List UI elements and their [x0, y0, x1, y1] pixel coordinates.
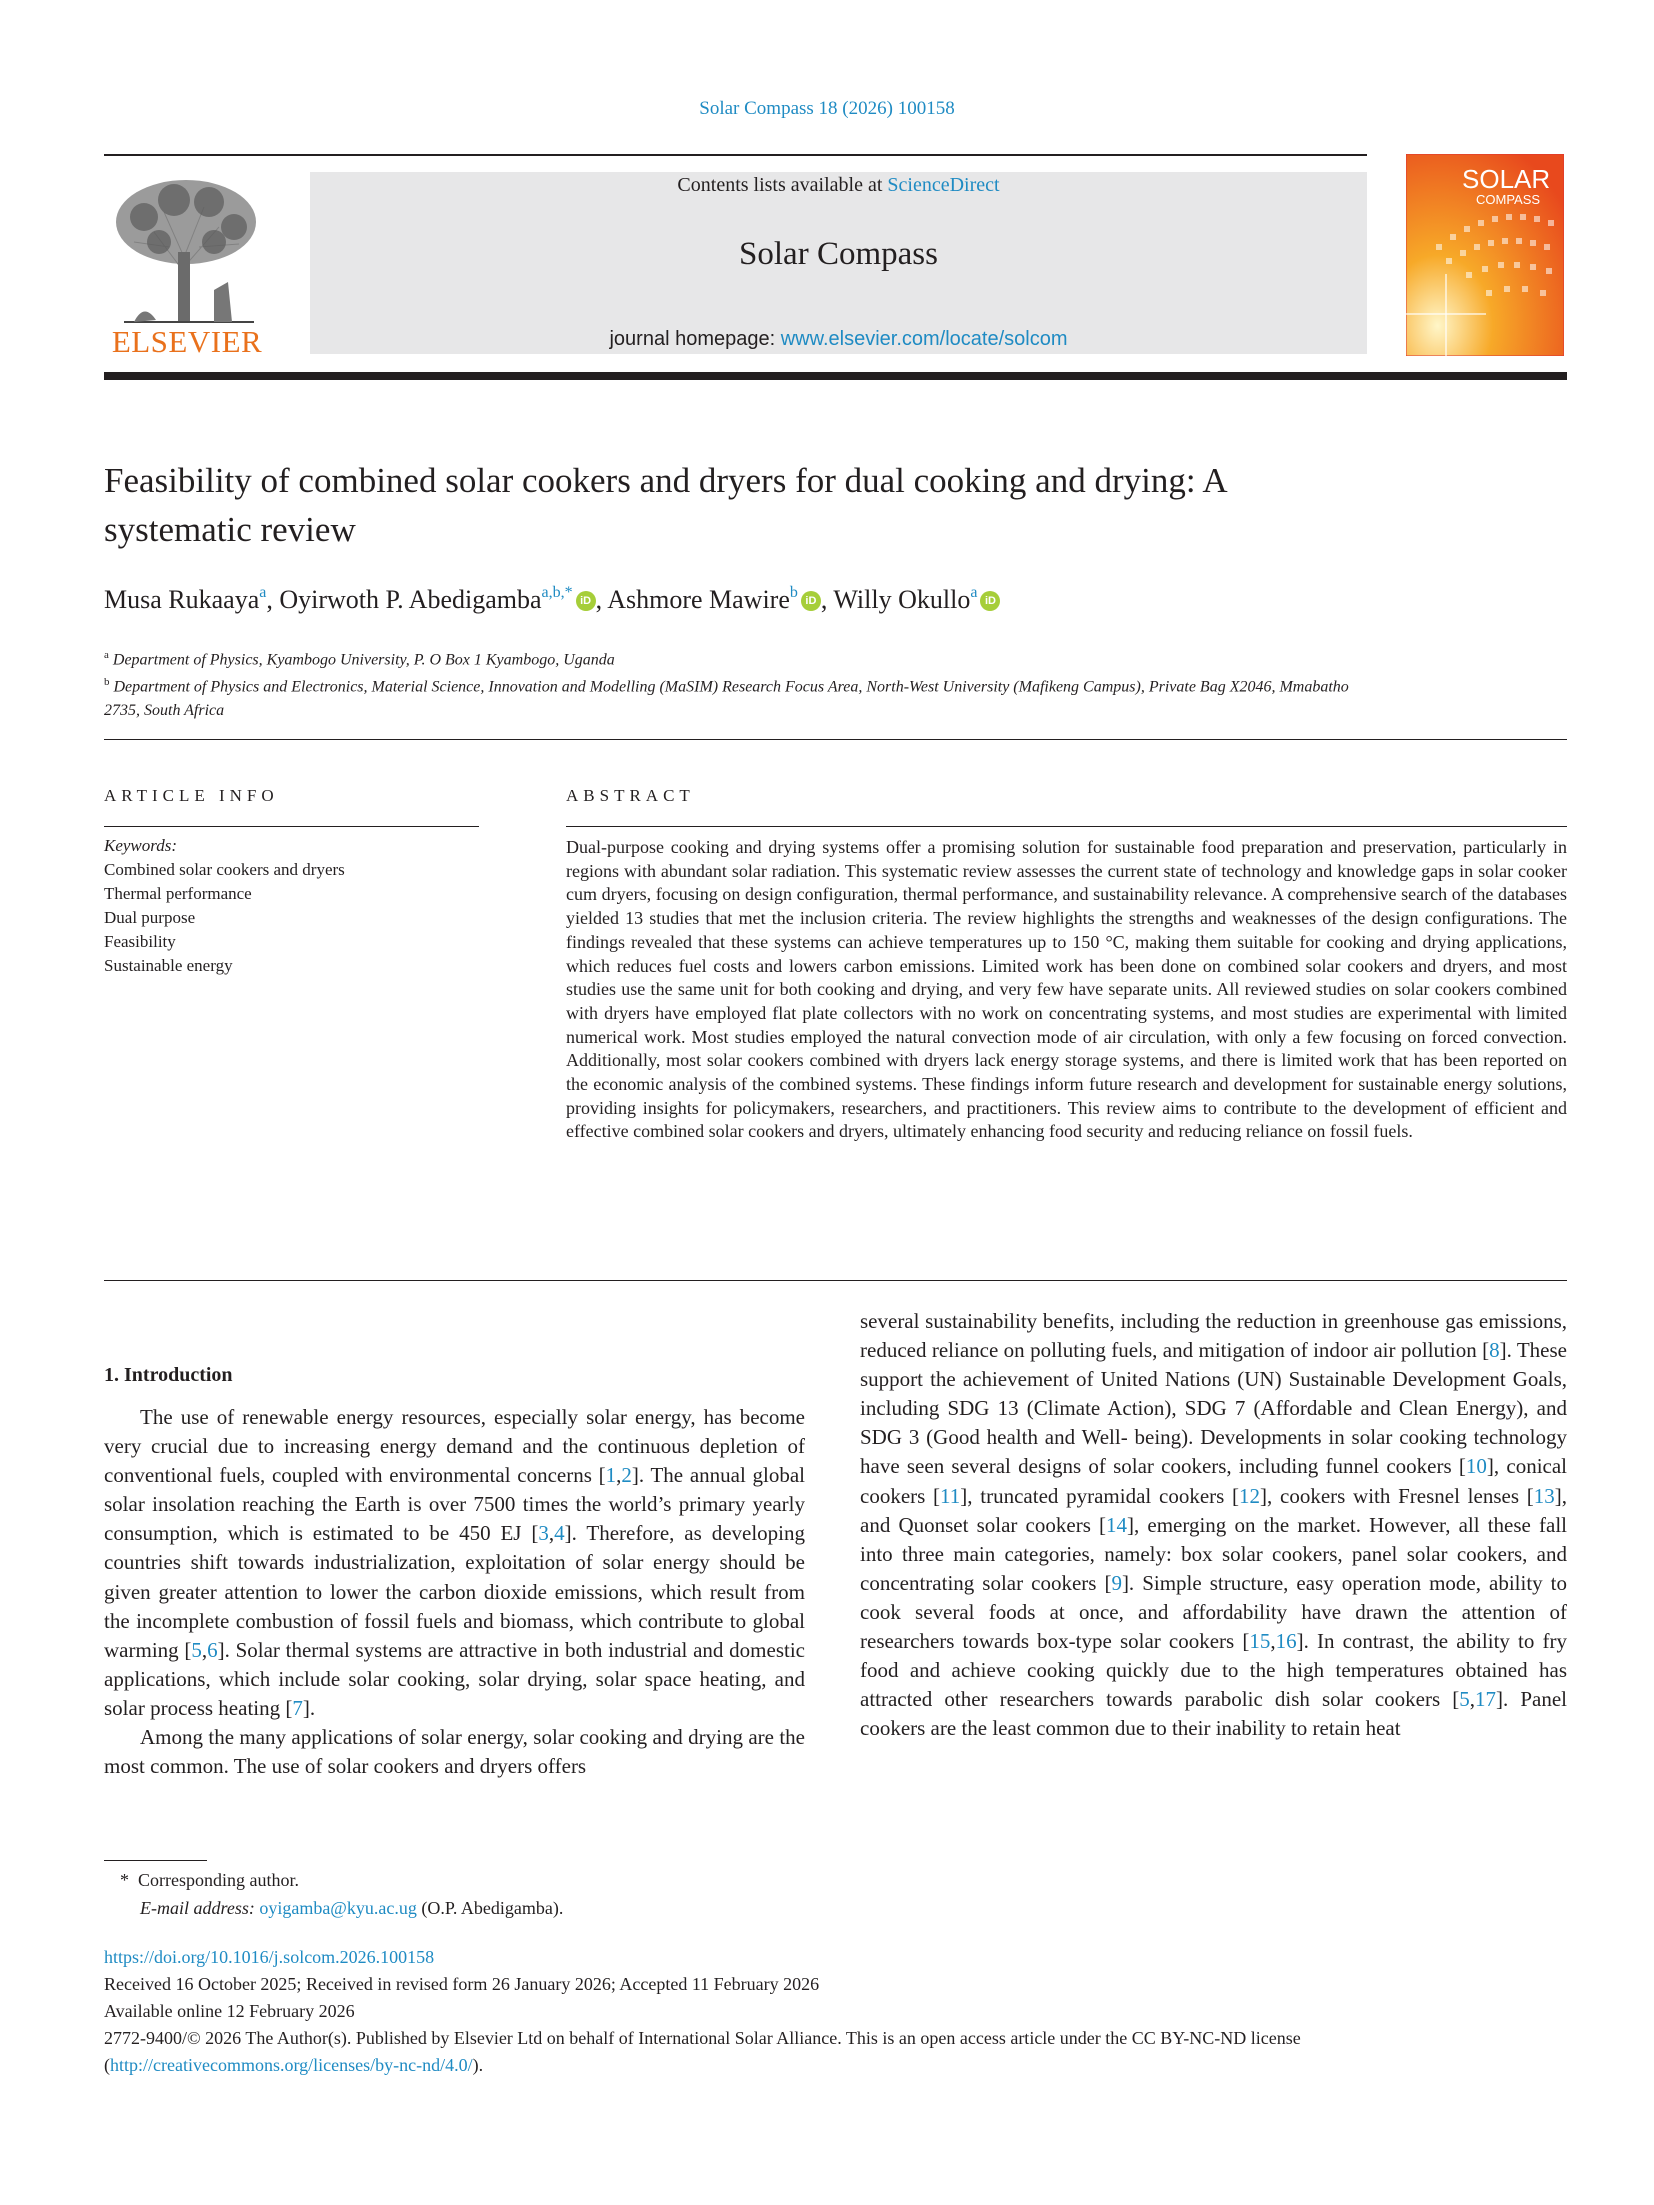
license-url-line: (http://creativecommons.org/licenses/by-nc-nd/4.0/).: [104, 2055, 484, 2075]
body-column-right: [860, 1307, 1567, 1743]
received-dates: Received 16 October 2025; Received in revised form 26 January 2026; Accepted 11 February 2026: [104, 1974, 820, 1994]
article-info-rule: [104, 826, 479, 827]
homepage-prefix: journal homepage:: [609, 328, 781, 350]
author-name[interactable]: Willy Okullo: [833, 585, 971, 614]
author-affiliation-mark[interactable]: a: [970, 584, 978, 601]
email-note: [120, 1894, 820, 1922]
affiliation-a: [104, 644, 1374, 671]
citation-link[interactable]: 15: [1249, 1629, 1271, 1654]
corresponding-text: Corresponding author.: [138, 1870, 299, 1890]
citation-link[interactable]: 7: [292, 1695, 303, 1720]
header-rule: [104, 154, 1367, 156]
citation-link[interactable]: 6: [207, 1637, 218, 1662]
footnote: [120, 1866, 820, 1922]
abstract-text: Dual-purpose cooking and drying systems offer a promising solution for sustainable food preparation and preservation, particularly in regions with abundant solar radiation. This systematic review assesses the current state of technology and knowledge gaps in solar cooker cum dryers, focusing on design configuration, thermal performance, and sustainability relevance. A comprehensive search of the databases yielded 13 studies that met the inclusion criteria. The review highlights the strengths and weaknesses of the design configurations. The findings revealed that these systems can achieve temperatures up to 150 °C, making them suitable for cooking and drying applications, which reduces fuel costs and lowers carbon emissions. Limited work has been done on combined solar cookers and dryers, and most studies use the same unit for both cooking and drying, and very few have separate units. All reviewed studies on solar cookers combined with dryers have employed flat plate collectors with no work on concentrating systems, and most studies are experimental with limited numerical work. Most studies employed the natural convection mode of air circulation, with only a few focusing on forced convection. Additionally, most solar cookers combined with dryers lack energy storage systems, and there is limited work that has been reported on the economic analysis of the combined systems. These findings inform future research and development for sustainable energy solutions, providing insights for policymakers, researchers, and practitioners. This review aims to contribute to the development of efficient and effective combined solar cookers and dryers, ultimately enhancing food security and reducing reliance on fossil fuels.: [566, 837, 1567, 1142]
body-column-left: [104, 1403, 805, 1781]
citation-link[interactable]: 4: [554, 1521, 565, 1546]
introduction-heading: 1. Introduction: [104, 1364, 233, 1386]
author-list: Musa Rukaaya$^a$, Oyirwoth P. Abedigamba$^{a,b,*}$ iD , Ashmore Mawire$^b$ iD , Willy Okullo$^a$ iD: [104, 584, 1504, 615]
contents-prefix: Contents lists available at: [677, 174, 888, 196]
affiliations: [104, 644, 1374, 722]
keyword: Feasibility: [104, 932, 176, 951]
available-online: Available online 12 February 2026: [104, 2001, 355, 2021]
section-rule: [104, 739, 1567, 740]
citation-link[interactable]: 5: [191, 1637, 202, 1662]
footnote-rule: [104, 1860, 207, 1861]
keywords-label: Keywords:: [104, 836, 178, 855]
affiliation-text: Department of Physics and Electronics, Material Science, Innovation and Modelling (MaSIM) Research Focus Area, North-West University (Mafikeng Campus), Private Bag X2046, Mmabatho 2735, South Africa: [104, 678, 1349, 719]
keywords-list: [104, 834, 479, 978]
article-footer: [104, 1944, 1567, 2079]
citation-link[interactable]: 12: [1239, 1483, 1261, 1508]
sciencedirect-link[interactable]: ScienceDirect: [887, 174, 1000, 196]
author-affiliation-mark[interactable]: a: [259, 584, 267, 601]
elsevier-tree-logo: [104, 172, 270, 324]
intro-paragraph-2: Among the many applications of solar energy, solar cooking and drying are the most common. The use of solar cookers and dryers offers: [104, 1725, 805, 1779]
keyword: Thermal performance: [104, 884, 252, 903]
header-thick-rule: [104, 372, 1567, 380]
citation-link[interactable]: 14: [1106, 1512, 1127, 1537]
doi-link[interactable]: https://doi.org/10.1016/j.solcom.2026.100158: [104, 1947, 435, 1967]
citation-link[interactable]: 1: [605, 1463, 617, 1488]
license-statement: 2772-9400/© 2026 The Author(s). Published by Elsevier Ltd on behalf of International Solar Alliance. This is an open access article under the CC BY-NC-ND license: [104, 2028, 1301, 2048]
journal-name: Solar Compass: [739, 236, 938, 272]
abstract-rule: [566, 826, 1567, 827]
citation-link[interactable]: 11: [940, 1483, 961, 1508]
orcid-icon[interactable]: iD: [576, 591, 596, 611]
orcid-icon[interactable]: iD: [801, 591, 821, 611]
footnote-marker: *: [120, 1870, 129, 1890]
journal-reference[interactable]: Solar Compass 18 (2026) 100158: [699, 98, 955, 119]
corresponding-author-note: [120, 1866, 820, 1894]
citation-link[interactable]: 2: [621, 1463, 632, 1488]
author-affiliation-mark[interactable]: a,b,*: [541, 584, 573, 601]
email-label: E-mail address:: [140, 1898, 255, 1918]
abstract-bottom-rule: [104, 1280, 1567, 1281]
author-name[interactable]: Ashmore Mawire: [607, 585, 790, 614]
affiliation-b: [104, 671, 1374, 721]
journal-cover-image[interactable]: [1406, 154, 1564, 356]
citation-link[interactable]: 9: [1111, 1570, 1122, 1595]
abstract-heading: ABSTRACT: [566, 786, 695, 805]
affiliation-text: Department of Physics, Kyambogo University, P. O Box 1 Kyambogo, Uganda: [112, 651, 615, 669]
homepage-link[interactable]: www.elsevier.com/locate/solcom: [780, 328, 1068, 350]
author-affiliation-mark[interactable]: b: [789, 584, 798, 601]
keyword: Sustainable energy: [104, 956, 233, 975]
article-info-heading: ARTICLE INFO: [104, 786, 279, 805]
keyword: Combined solar cookers and dryers: [104, 860, 345, 879]
citation-link[interactable]: 5: [1459, 1687, 1470, 1712]
keyword: Dual purpose: [104, 908, 196, 927]
article-title: Feasibility of combined solar cookers and dryers for dual cooking and drying: A systematic review: [104, 461, 1226, 549]
affiliation-mark: a: [104, 649, 109, 661]
intro-paragraph-1: The use of renewable energy resources, especially solar energy, has become very crucial due to increasing energy demand and the continuous depletion of conventional fuels, coupled with environmental concerns [1,2]. The annual global solar insolation reaching the Earth is over 7500 times the world’s primary yearly consumption, which is estimated to be 450 EJ [3,4]. Therefore, as developing countries shift towards industrialization, exploitation of solar energy should be given greater attention to lower the carbon dioxide emissions, which result from the incomplete combustion of fossil fuels and biomass, which contribute to global warming [5,6]. Solar thermal systems are attractive in both industrial and domestic applications, which include solar cooking, solar drying, solar space heating, and solar process heating [7].: [104, 1405, 806, 1720]
citation-link[interactable]: 17: [1475, 1687, 1496, 1712]
cover-title-line1: SOLAR: [1462, 164, 1551, 194]
contents-line: [310, 174, 1367, 197]
elsevier-wordmark: ELSEVIER: [111, 324, 263, 359]
license-link[interactable]: http://creativecommons.org/licenses/by-nc-nd/4.0/: [110, 2055, 473, 2075]
email-link[interactable]: oyigamba@kyu.ac.ug: [259, 1898, 417, 1918]
citation-link[interactable]: 10: [1465, 1454, 1487, 1479]
citation-link[interactable]: 13: [1533, 1483, 1555, 1508]
citation-link[interactable]: 8: [1489, 1338, 1500, 1363]
email-owner: (O.P. Abedigamba).: [421, 1898, 564, 1918]
author-name[interactable]: Oyirwoth P. Abedigamba: [279, 585, 542, 614]
citation-link[interactable]: 16: [1275, 1629, 1297, 1654]
citation-link[interactable]: 3: [538, 1521, 549, 1546]
orcid-icon[interactable]: iD: [980, 591, 1000, 611]
cover-title-line2: COMPASS: [1476, 192, 1541, 207]
affiliation-mark: b: [104, 676, 110, 689]
journal-homepage: [310, 328, 1367, 351]
intro-paragraph-2-continued: several sustainability benefits, including the reduction in greenhouse gas emissions, reduced reliance on polluting fuels, and mitigation of indoor air pollution [8]. These support the achievement of United Nations (UN) Sustainable Development Goals, including SDG 13 (Climate Action), SDG 7 (Affordable and Clean Energy), and SDG 3 (Good health and Well- being). Developments in solar cooking technology have seen several designs of solar cookers, including funnel cookers [10], conical cookers [11], truncated pyramidal cookers [12], cookers with Fresnel lenses [13], and Quonset solar cookers [14], emerging on the market. However, all these fall into three main categories, namely: box solar cookers, panel solar cookers, and concentrating solar cookers [9]. Simple structure, easy operation mode, ability to cook several foods at once, and affordability have drawn the attention of researchers towards box-type solar cookers [15,16]. In contrast, the ability to fry food and achieve cooking quickly due to the high temperatures obtained has attracted other researchers towards parabolic dish solar cookers [5,17]. Panel cookers are the least common due to their inability to retain heat: [860, 1309, 1568, 1741]
author-name[interactable]: Musa Rukaaya: [104, 585, 260, 614]
